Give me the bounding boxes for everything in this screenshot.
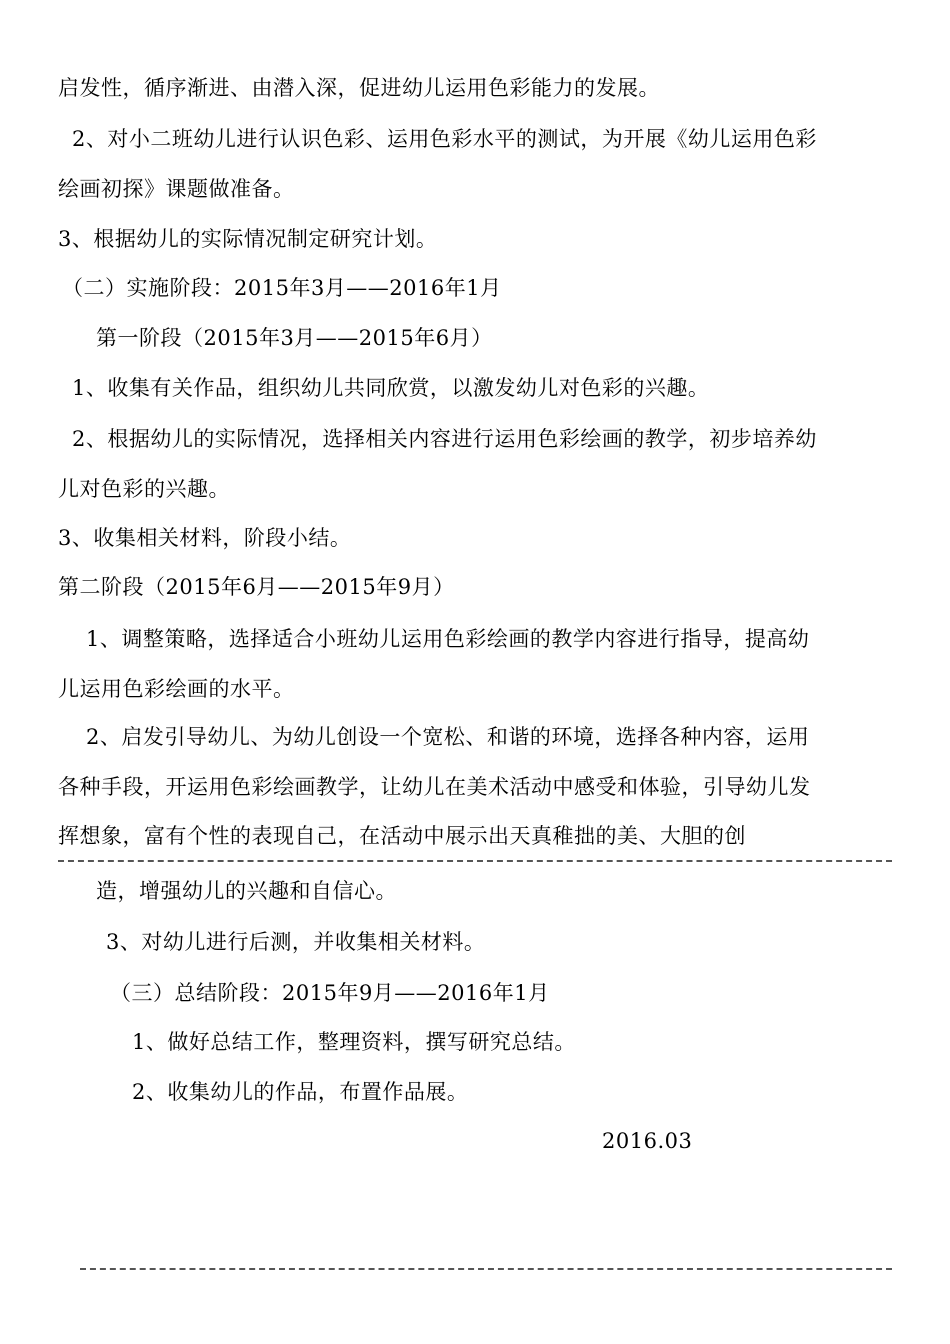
paragraph-line: 1、收集有关作品，组织幼儿共同欣赏，以激发幼儿对色彩的兴趣。	[72, 376, 710, 400]
paragraph-line: 3、对幼儿进行后测，并收集相关材料。	[106, 930, 486, 954]
paragraph-line: 2、根据幼儿的实际情况，选择相关内容进行运用色彩绘画的教学，初步培养幼	[72, 427, 817, 451]
paragraph-line: 2、收集幼儿的作品，布置作品展。	[132, 1080, 469, 1104]
paragraph-line: 3、根据幼儿的实际情况制定研究计划。	[58, 227, 438, 251]
paragraph-line: 挥想象，富有个性的表现自己，在活动中展示出天真稚拙的美、大胆的创	[58, 824, 746, 848]
stage-heading: 第一阶段（2015年3月——2015年6月）	[96, 326, 493, 350]
paragraph-line: 1、做好总结工作，整理资料，撰写研究总结。	[132, 1030, 576, 1054]
paragraph-line: 儿运用色彩绘画的水平。	[58, 677, 295, 701]
paragraph-line: 2、对小二班幼儿进行认识色彩、运用色彩水平的测试，为开展《幼儿运用色彩	[72, 127, 817, 151]
document-date: 2016.03	[602, 1129, 693, 1153]
paragraph-line: 绘画初探》课题做准备。	[58, 177, 295, 201]
paragraph-line: 1、调整策略，选择适合小班幼儿运用色彩绘画的教学内容进行指导，提高幼	[86, 627, 810, 651]
page-break-divider	[58, 860, 892, 862]
paragraph-line: 各种手段，开运用色彩绘画教学，让幼儿在美术活动中感受和体验，引导幼儿发	[58, 775, 811, 799]
paragraph-line: 3、收集相关材料，阶段小结。	[58, 526, 352, 550]
section-heading: （二）实施阶段：2015年3月——2016年1月	[62, 276, 502, 300]
paragraph-line: 造，增强幼儿的兴趣和自信心。	[96, 879, 397, 903]
paragraph-line: 儿对色彩的兴趣。	[58, 477, 230, 501]
section-heading: （三）总结阶段：2015年9月——2016年1月	[110, 981, 550, 1005]
stage-heading: 第二阶段（2015年6月——2015年9月）	[58, 575, 455, 599]
paragraph-line: 启发性，循序渐进、由潜入深，促进幼儿运用色彩能力的发展。	[58, 76, 660, 100]
page-break-divider	[80, 1268, 892, 1270]
paragraph-line: 2、启发引导幼儿、为幼儿创设一个宽松、和谐的环境，选择各种内容，运用	[86, 725, 810, 749]
